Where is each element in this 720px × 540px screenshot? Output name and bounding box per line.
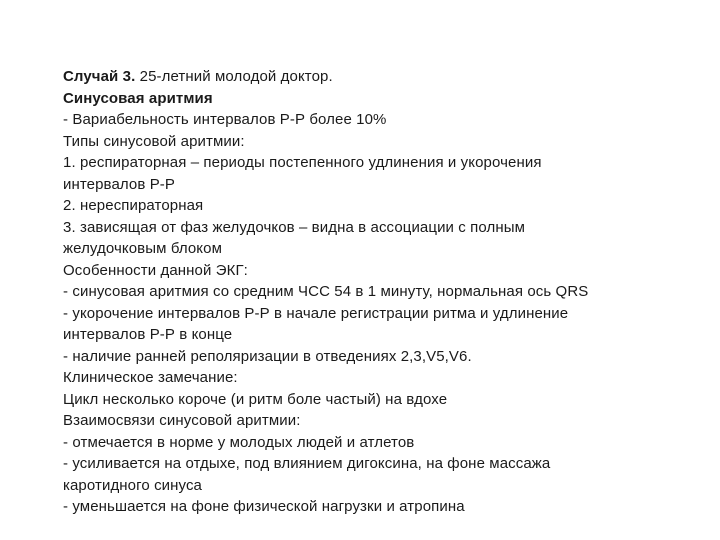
text-line: Особенности данной ЭКГ: xyxy=(63,261,248,279)
text-line: - уменьшается на фоне физической нагрузки и атропина xyxy=(63,498,465,515)
case-text-block xyxy=(63,66,703,518)
text-line: - Вариабельность интервалов Р-Р более 10% xyxy=(63,111,387,128)
text-line: - усиливается на отдыхе, под влиянием дигоксина, на фоне массажа xyxy=(63,455,551,472)
text-line: 2. нереспираторная xyxy=(63,197,204,214)
text-line: Цикл несколько короче (и ритм боле частый) на вдохе xyxy=(63,390,448,408)
section-heading: Синусовая аритмия xyxy=(63,89,213,107)
text-line: каротидного синуса xyxy=(63,476,203,494)
text-line: - синусовая аритмия со средним ЧСС 54 в 1 минуту, нормальная ось QRS xyxy=(63,283,589,300)
text-line: - наличие ранней реполяризации в отведениях 2,3,V5,V6. xyxy=(63,347,472,365)
text-line: Взаимосвязи синусовой аритмии: xyxy=(63,412,301,429)
text-line: Клиническое замечание: xyxy=(63,369,238,386)
case-title-prefix: Случай 3. xyxy=(63,68,136,85)
case-title-line xyxy=(63,66,703,88)
text-line: - укорочение интервалов Р-Р в начале регистрации ритма и удлинение xyxy=(63,304,569,322)
text-line: - отмечается в норме у молодых людей и атлетов xyxy=(63,433,415,451)
text-line: интервалов Р-Р в конце xyxy=(63,326,233,343)
text-line: 1. респираторная – периоды постепенного удлинения и укорочения xyxy=(63,154,542,171)
text-line: желудочковым блоком xyxy=(63,240,222,257)
text-line: интервалов Р-Р xyxy=(63,175,175,193)
case-title-rest: 25-летний молодой доктор. xyxy=(135,68,333,85)
text-line: Типы синусовой аритмии: xyxy=(63,132,245,150)
text-line: 3. зависящая от фаз желудочков – видна в ассоциации с полным xyxy=(63,218,526,236)
